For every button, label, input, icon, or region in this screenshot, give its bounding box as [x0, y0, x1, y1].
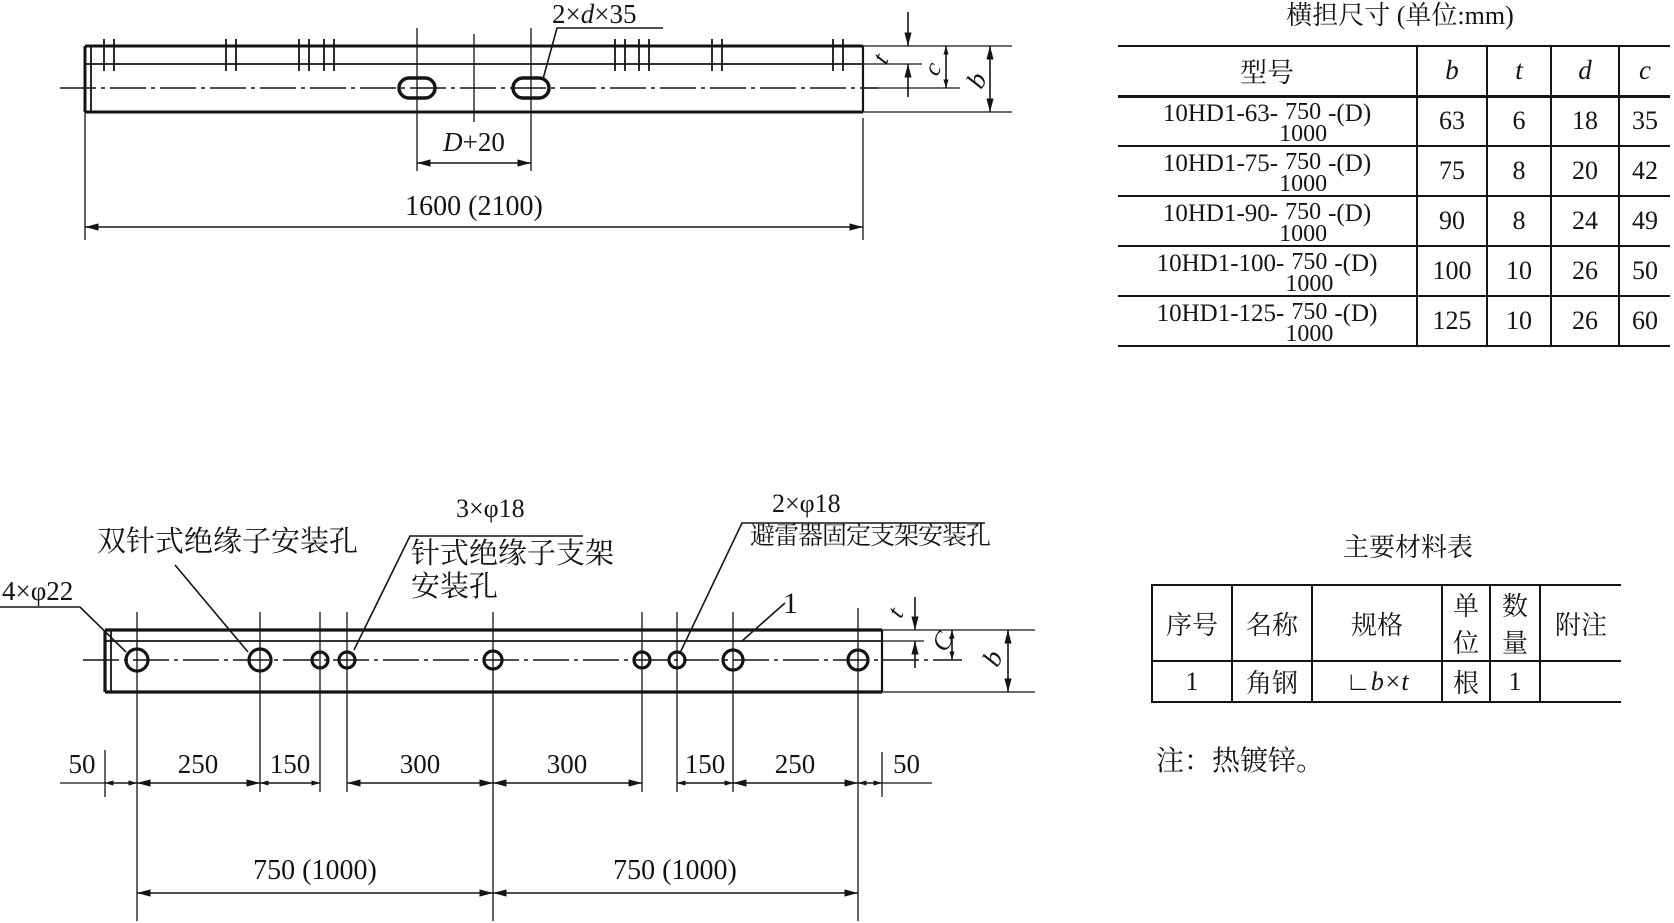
dim-table-title: 横担尺寸 (单位:mm)	[1286, 1, 1514, 30]
arrester-bracket-callout: 避雷器固定支架安装孔	[750, 523, 991, 550]
top-view-c-label: c	[918, 57, 948, 81]
slot-size-callout: 2×d×35	[552, 0, 637, 29]
table-row: 10HD1-63- 750 1000 -(D) 63 6 18 35	[1118, 96, 1670, 146]
span-dim-right: 750 (1000)	[613, 855, 737, 886]
chain-dim-50R: 50	[893, 749, 920, 779]
front-view-c-label: C	[925, 627, 960, 657]
chain-dim-150R: 150	[684, 749, 726, 779]
span-dim-left: 750 (1000)	[253, 855, 377, 886]
table-header-row	[1118, 46, 1670, 96]
top-view-b-label: b	[960, 67, 994, 94]
pin-insulator-bracket-callout-line2: 安装孔	[411, 571, 499, 603]
header-d: d	[1551, 46, 1619, 96]
arrester-holes-count-callout: 2×φ18	[772, 489, 841, 518]
header-b: b	[1417, 46, 1487, 96]
crossarm-dimension-table	[1118, 45, 1670, 347]
top-view-t-label: t	[867, 49, 895, 69]
table-row: 10HD1-100- 750 1000 -(D) 100 10 26 50	[1118, 246, 1670, 296]
double-pin-insulator-callout: 双针式绝缘子安装孔	[97, 526, 359, 558]
chain-dim-250L: 250	[177, 749, 219, 779]
material-table-title: 主要材料表	[1342, 533, 1473, 562]
header-t: t	[1487, 46, 1551, 96]
chain-dim-50L: 50	[68, 749, 96, 779]
model-cell: 10HD1-125- 750 1000 -(D)	[1118, 296, 1417, 346]
model-cell: 10HD1-63- 750 1000 -(D)	[1118, 96, 1417, 146]
table-row: 10HD1-125- 750 1000 -(D) 125 10 26 60	[1118, 296, 1670, 346]
model-cell: 10HD1-100- 750 1000 -(D)	[1118, 246, 1417, 296]
material-row: 1 角钢 ∟b×t 根 1	[1152, 661, 1621, 702]
material-header-row: 序号 名称 规格 单位 数量 附注	[1152, 585, 1621, 661]
header-model: 型号	[1118, 46, 1417, 96]
pin-insulator-bracket-callout-line1: 针式绝缘子支架	[411, 538, 615, 570]
overall-length-label: 1600 (2100)	[405, 191, 543, 222]
galvanizing-note: 注：热镀锌。	[1156, 746, 1325, 777]
table-row: 10HD1-90- 750 1000 -(D) 90 8 24 49	[1118, 196, 1670, 246]
chain-dim-300L: 300	[399, 749, 441, 779]
table-row: 10HD1-75- 750 1000 -(D) 75 8 20 42	[1118, 146, 1670, 196]
material-table	[1151, 584, 1621, 703]
front-view	[0, 523, 1035, 921]
spec-cell: ∟b×t	[1312, 661, 1442, 702]
pin-holes-count-callout: 3×φ18	[456, 494, 525, 523]
model-cell: 10HD1-75- 750 1000 -(D)	[1118, 146, 1417, 196]
chain-dim-300R: 300	[546, 749, 588, 779]
chain-dim-150L: 150	[269, 749, 311, 779]
chain-dim-250R: 250	[774, 749, 816, 779]
model-cell: 10HD1-90- 750 1000 -(D)	[1118, 196, 1417, 246]
pole-dim-label: D+20	[443, 127, 505, 157]
front-view-b-label: b	[976, 645, 1010, 672]
corner-holes-callout: 4×φ22	[2, 576, 74, 606]
part-number-label: 1	[783, 587, 798, 620]
front-view-t-label: t	[882, 603, 910, 623]
header-c: c	[1619, 46, 1670, 96]
